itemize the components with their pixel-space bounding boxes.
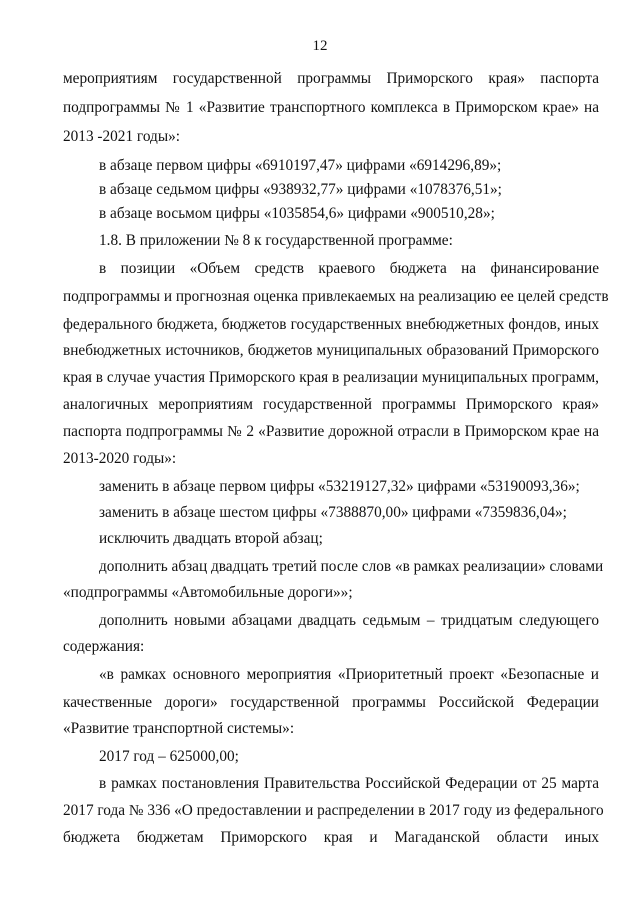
text-line: в абзаце восьмом цифры «1035854,6» цифрами «900510,28»; — [99, 205, 495, 222]
text-line: в позиции «Объем средств краевого бюджета на финансирование — [99, 260, 599, 277]
text-line: «в рамках основного мероприятия «Приоритетный проект «Безопасные и — [99, 666, 599, 683]
text-line: заменить в абзаце шестом цифры «7388870,00» цифрами «7359836,04»; — [99, 504, 567, 521]
text-line: внебюджетных источников, бюджетов муниципальных образований Приморского — [63, 342, 599, 359]
text-line: содержания: — [63, 638, 145, 655]
text-line: 2017 года № 336 «О предоставлении и распределении в 2017 году из федерального — [63, 802, 604, 819]
text-line: подпрограммы и прогнозная оценка привлекаемых на реализацию ее целей средств — [63, 288, 609, 305]
text-line: в рамках постановления Правительства Российской Федерации от 25 марта — [99, 775, 599, 792]
text-line: заменить в абзаце первом цифры «53219127,32» цифрами «53190093,36»; — [99, 478, 580, 495]
text-line: федерального бюджета, бюджетов государственных внебюджетных фондов, иных — [63, 316, 599, 333]
text-line: мероприятиям государственной программы Приморского края» паспорта — [63, 70, 599, 87]
text-line: 2013-2020 годы»: — [63, 450, 177, 467]
text-line: в абзаце первом цифры «6910197,47» цифрами «6914296,89»; — [99, 157, 502, 174]
text-line: качественные дороги» государственной программы Российской Федерации — [63, 694, 599, 711]
text-line: подпрограммы № 1 «Развитие транспортного комплекса в Приморском крае» на — [63, 99, 599, 116]
text-line: «подпрограммы «Автомобильные дороги»»; — [63, 584, 353, 601]
text-line: исключить двадцать второй абзац; — [99, 530, 323, 547]
text-line: аналогичных мероприятиям государственной программы Приморского края» — [63, 396, 599, 413]
text-line: дополнить новыми абзацами двадцать седьмым – тридцатым следующего — [99, 612, 599, 629]
text-line: края в случае участия Приморского края в реализации муниципальных программ, — [63, 369, 599, 386]
text-line: 2013 -2021 годы»: — [63, 128, 180, 145]
text-line: паспорта подпрограммы № 2 «Развитие дорожной отрасли в Приморском крае на — [63, 423, 599, 440]
text-line: 2017 год – 625000,00; — [99, 748, 239, 765]
text-line: 1.8. В приложении № 8 к государственной программе: — [99, 232, 453, 249]
text-line: в абзаце седьмом цифры «938932,77» цифрами «1078376,51»; — [99, 181, 502, 198]
text-line: бюджета бюджетам Приморского края и Магаданской области иных — [63, 829, 599, 846]
text-line: дополнить абзац двадцать третий после слов «в рамках реализации» словами — [99, 558, 604, 575]
text-line: «Развитие транспортной системы»: — [63, 720, 295, 737]
page-number: 12 — [312, 38, 328, 54]
